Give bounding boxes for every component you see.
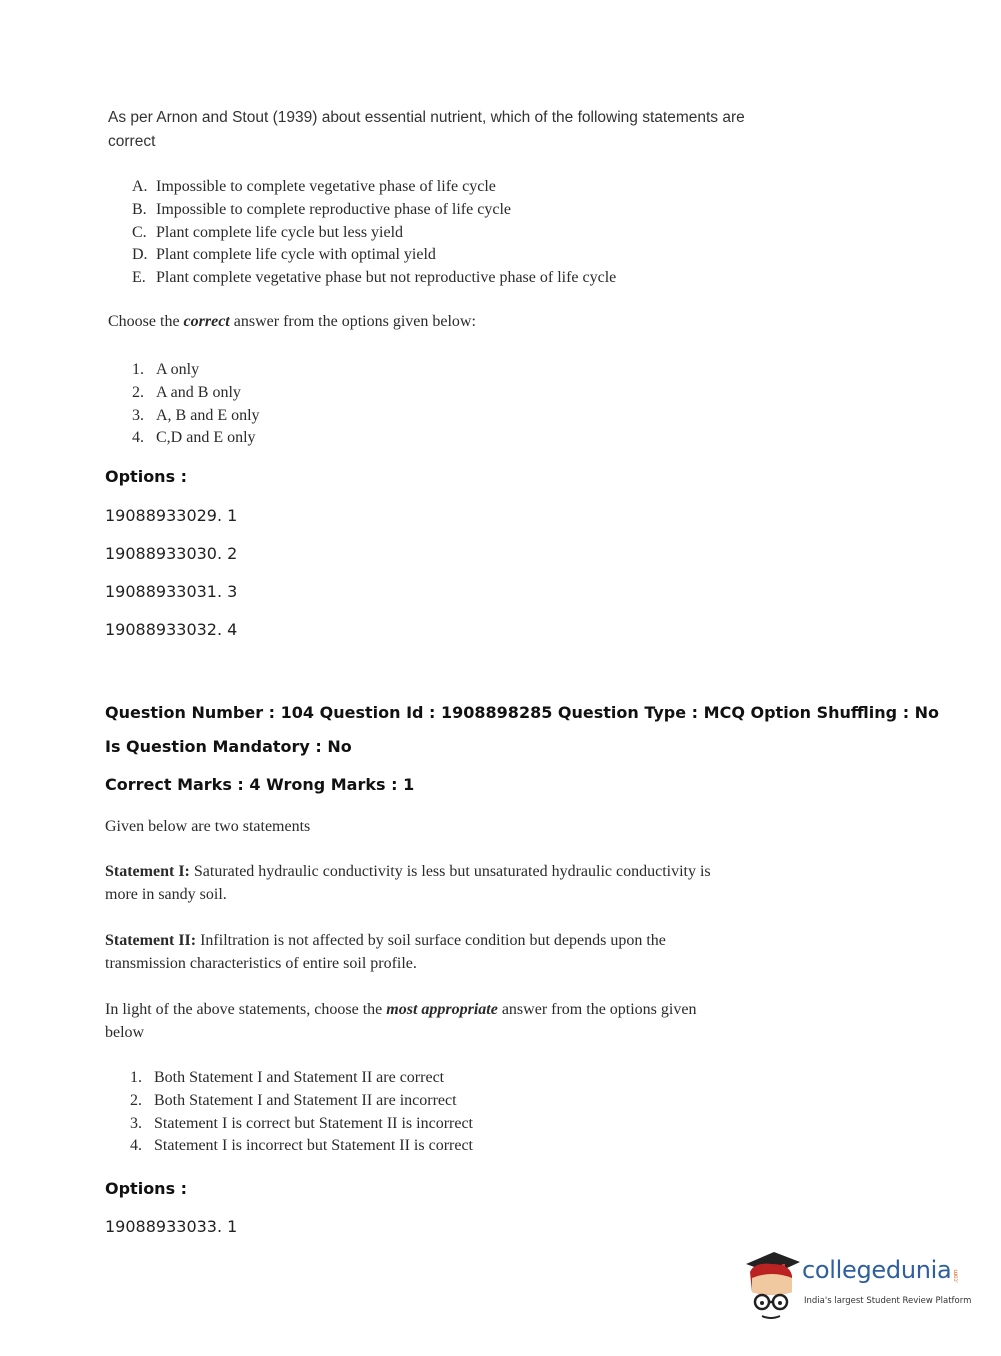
question-marks: Correct Marks : 4 Wrong Marks : 1 [105,775,415,794]
list-item: 1. Both Statement I and Statement II are correct [130,1069,445,1086]
logo-wordmark: collegedunia [802,1256,952,1284]
list-item: 4. Statement I is incorrect but Statement II is correct [130,1137,473,1155]
option-item: 19088933031. 3 [105,582,238,601]
list-item: C. Plant complete life cycle but less yield [132,223,404,241]
answer-list [132,359,260,450]
options-heading: Options : [105,1179,188,1198]
mascot-icon [742,1248,802,1320]
list-item: D. Plant complete life cycle with optimal yield [132,246,436,264]
logo-dotcom: .com [952,1269,960,1284]
logo-tagline: India's largest Student Review Platform [804,1296,972,1306]
option-item: 19088933030. 2 [105,544,238,563]
list-item: E. Plant complete vegetative phase but not reproductive phase of life cycle [132,269,617,287]
choose-instruction: Choose the correct answer from the options given below: [108,313,476,330]
list-item: 3. A, B and E only [132,406,260,424]
statement-list [132,176,616,290]
list-item: 4. C,D and E only [132,429,256,447]
statement-1: Statement I: Saturated hydraulic conductivity is less but unsaturated hydraulic conductivity is more in sandy soil. [105,863,711,903]
list-item: 2. A and B only [132,383,241,401]
list-item: A. Impossible to complete vegetative phase of life cycle [132,178,496,195]
list-item: 3. Statement I is correct but Statement II is incorrect [130,1114,473,1132]
option-item: 19088933029. 1 [105,506,238,525]
question-meta: Question Number : 104 Question Id : 1908898285 Question Type : MCQ Option Shuffling : No [105,703,940,722]
option-item: 19088933032. 4 [105,620,238,639]
answer-list [130,1067,473,1158]
question-103-intro: As per Arnon and Stout (1939) about essential nutrient, which of the following statements are correct [108,109,745,150]
statement-2: Statement II: Infiltration is not affected by soil surface condition but depends upon the transmission characteristics of entire soil profile. [105,932,666,972]
given-statements-intro: Given below are two statements [105,818,311,835]
options-heading: Options : [105,467,188,486]
option-item: 19088933033. 1 [105,1217,238,1236]
list-item: 1. A only [132,361,200,378]
list-item: B. Impossible to complete reproductive phase of life cycle [132,200,511,218]
list-item: 2. Both Statement I and Statement II are incorrect [130,1091,457,1109]
question-mandatory: Is Question Mandatory : No [105,737,352,756]
appropriate-instruction: In light of the above statements, choose the most appropriate answer from the options given below [105,1001,697,1041]
collegedunia-logo [742,1248,972,1320]
